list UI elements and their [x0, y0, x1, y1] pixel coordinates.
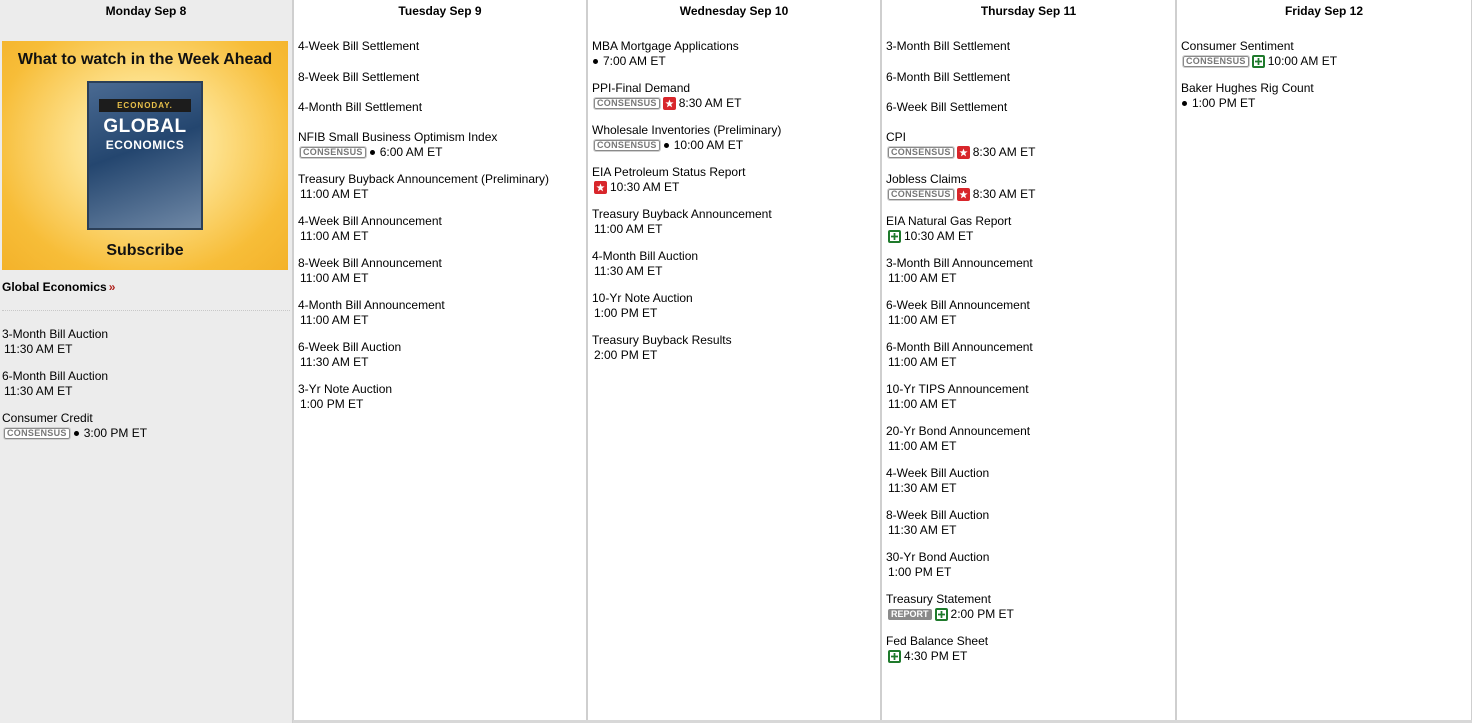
event-item[interactable] [298, 100, 582, 115]
event-time: 11:00 AM ET [888, 397, 957, 411]
event-time: 1:00 PM ET [1192, 96, 1256, 110]
event-time: 4:30 PM ET [904, 649, 968, 663]
event-name[interactable]: 4-Month Bill Settlement [298, 100, 423, 114]
event-item[interactable] [592, 333, 876, 363]
event-name[interactable]: Wholesale Inventories (Preliminary) [592, 123, 782, 137]
event-item[interactable] [886, 256, 1171, 286]
global-economics-cover-image [87, 81, 203, 230]
event-name[interactable]: EIA Natural Gas Report [886, 214, 1012, 228]
event-name[interactable]: 3-Month Bill Announcement [886, 256, 1033, 270]
event-time: 8:30 AM ET [972, 145, 1036, 159]
event-item[interactable] [298, 256, 582, 286]
event-name[interactable]: 20-Yr Bond Announcement [886, 424, 1031, 438]
event-name[interactable]: 4-Month Bill Auction [592, 249, 699, 263]
event-name[interactable]: 4-Week Bill Announcement [298, 214, 442, 228]
event-name[interactable]: 10-Yr TIPS Announcement [886, 382, 1029, 396]
global-economics-label[interactable]: Global Economics [2, 280, 107, 294]
global-economics-link[interactable] [2, 280, 290, 311]
event-name[interactable]: PPI-Final Demand [592, 81, 691, 95]
event-item[interactable] [886, 130, 1171, 160]
day-column-thursday [881, 0, 1176, 723]
event-name[interactable]: Baker Hughes Rig Count [1181, 81, 1314, 95]
event-name[interactable]: Consumer Credit [2, 411, 93, 425]
consensus-badge[interactable]: CONSENSUS [300, 147, 366, 158]
double-chevron-icon: » [108, 280, 116, 294]
plus-icon [1252, 55, 1265, 68]
event-item[interactable] [886, 466, 1171, 496]
event-item[interactable] [886, 508, 1171, 538]
event-time: 11:30 AM ET [888, 481, 957, 495]
event-item[interactable] [886, 100, 1171, 115]
day-column-monday [0, 0, 293, 723]
event-time: 8:30 AM ET [972, 187, 1036, 201]
event-name[interactable]: 6-Month Bill Announcement [886, 340, 1033, 354]
event-name[interactable]: CPI [886, 130, 907, 144]
event-item[interactable] [2, 327, 290, 357]
cover-title-line2: ECONOMICS [105, 138, 185, 152]
event-name[interactable]: Treasury Buyback Announcement (Preliminary) [298, 172, 549, 186]
event-name[interactable]: 10-Yr Note Auction [592, 291, 693, 305]
event-name[interactable]: 6-Month Bill Settlement [886, 70, 1011, 84]
consensus-badge[interactable]: CONSENSUS [888, 147, 954, 158]
event-item[interactable] [886, 172, 1171, 202]
star-icon [594, 181, 607, 194]
event-name[interactable]: Jobless Claims [886, 172, 967, 186]
subscribe-link[interactable]: Subscribe [106, 242, 184, 259]
event-item[interactable] [1181, 39, 1467, 69]
consensus-badge[interactable]: CONSENSUS [1183, 56, 1249, 67]
event-name[interactable]: 6-Week Bill Announcement [886, 298, 1030, 312]
event-item[interactable] [592, 249, 876, 279]
week-ahead-promo[interactable] [2, 41, 288, 270]
star-icon [957, 146, 970, 159]
event-item[interactable] [886, 424, 1171, 454]
event-time: 11:30 AM ET [300, 355, 369, 369]
bullet-dot-icon [370, 150, 375, 155]
day-header-tuesday: Tuesday Sep 9 [398, 4, 482, 18]
event-time: 11:30 AM ET [888, 523, 957, 537]
bullet-dot-icon [1182, 101, 1187, 106]
event-time: 11:30 AM ET [4, 384, 73, 398]
day-header-wednesday: Wednesday Sep 10 [679, 4, 789, 18]
event-item[interactable] [592, 123, 876, 153]
event-name[interactable]: 3-Yr Note Auction [298, 382, 393, 396]
event-item[interactable] [592, 207, 876, 237]
event-time: 7:00 AM ET [603, 54, 666, 68]
event-time: 11:00 AM ET [300, 187, 369, 201]
star-icon [957, 188, 970, 201]
event-item[interactable] [886, 340, 1171, 370]
event-item[interactable] [298, 382, 582, 412]
event-item[interactable] [886, 70, 1171, 85]
event-item[interactable] [886, 550, 1171, 580]
event-item[interactable] [886, 298, 1171, 328]
event-item[interactable] [592, 39, 876, 69]
event-time: 3:00 PM ET [83, 426, 148, 440]
event-time: 11:00 AM ET [888, 439, 957, 453]
event-name[interactable]: Treasury Statement [886, 592, 991, 606]
event-item[interactable] [298, 214, 582, 244]
event-name[interactable]: MBA Mortgage Applications [592, 39, 739, 53]
bullet-dot-icon [74, 431, 79, 436]
event-item[interactable] [298, 298, 582, 328]
event-name[interactable]: 6-Week Bill Settlement [886, 100, 1008, 114]
report-badge[interactable]: REPORT [888, 609, 932, 620]
event-time: 11:00 AM ET [300, 229, 369, 243]
plus-icon [888, 650, 901, 663]
event-item[interactable] [298, 70, 582, 85]
event-item[interactable] [592, 291, 876, 321]
promo-title: What to watch in the Week Ahead [17, 51, 273, 68]
consensus-badge[interactable]: CONSENSUS [888, 189, 954, 200]
event-item[interactable] [886, 214, 1171, 244]
event-item[interactable] [592, 165, 876, 195]
event-name[interactable]: 3-Month Bill Auction [2, 327, 109, 341]
event-item[interactable] [298, 39, 582, 54]
event-name[interactable]: EIA Petroleum Status Report [592, 165, 746, 179]
event-time: 11:00 AM ET [300, 271, 369, 285]
event-name[interactable]: 30-Yr Bond Auction [886, 550, 990, 564]
event-name[interactable]: NFIB Small Business Optimism Index [298, 130, 498, 144]
event-name[interactable]: Treasury Buyback Results [592, 333, 732, 347]
event-time: 10:30 AM ET [904, 229, 974, 243]
bullet-dot-icon [593, 59, 598, 64]
event-item[interactable] [592, 81, 876, 111]
event-time: 11:00 AM ET [888, 313, 957, 327]
event-item[interactable] [2, 369, 290, 399]
day-column-tuesday [293, 0, 587, 723]
event-time: 6:00 AM ET [379, 145, 443, 159]
event-item[interactable] [298, 340, 582, 370]
event-time: 11:00 AM ET [300, 313, 369, 327]
event-item[interactable] [886, 39, 1171, 54]
event-time: 11:00 AM ET [594, 222, 663, 236]
event-name[interactable]: 8-Week Bill Announcement [298, 256, 442, 270]
event-time: 11:00 AM ET [888, 271, 957, 285]
event-name[interactable]: 6-Week Bill Auction [298, 340, 402, 354]
consensus-badge[interactable]: CONSENSUS [594, 140, 660, 151]
event-time: 2:00 PM ET [594, 348, 658, 362]
event-name[interactable]: Treasury Buyback Announcement [592, 207, 772, 221]
event-name[interactable]: Consumer Sentiment [1181, 39, 1294, 53]
day-header-monday: Monday Sep 8 [105, 4, 187, 18]
plus-icon [935, 608, 948, 621]
consensus-badge[interactable]: CONSENSUS [594, 98, 660, 109]
star-icon [663, 97, 676, 110]
event-time: 1:00 PM ET [300, 397, 364, 411]
event-name[interactable]: 8-Week Bill Settlement [298, 70, 420, 84]
event-time: 8:30 AM ET [678, 96, 742, 110]
event-name[interactable]: 4-Week Bill Auction [886, 466, 990, 480]
event-item[interactable] [298, 130, 582, 160]
event-item[interactable] [2, 411, 290, 441]
plus-icon [888, 230, 901, 243]
event-item[interactable] [886, 634, 1171, 664]
event-time: 11:30 AM ET [594, 264, 663, 278]
event-name[interactable]: 4-Month Bill Announcement [298, 298, 445, 312]
day-column-friday [1176, 0, 1472, 723]
day-header-thursday: Thursday Sep 11 [980, 4, 1077, 18]
event-time: 10:00 AM ET [1267, 54, 1338, 68]
event-name[interactable]: 6-Month Bill Auction [2, 369, 109, 383]
event-item[interactable] [1181, 81, 1467, 111]
event-item[interactable] [298, 172, 582, 202]
event-time: 11:00 AM ET [888, 355, 957, 369]
event-name[interactable]: Fed Balance Sheet [886, 634, 989, 648]
event-time: 11:30 AM ET [4, 342, 73, 356]
event-time: 10:00 AM ET [673, 138, 744, 152]
event-name[interactable]: 8-Week Bill Auction [886, 508, 990, 522]
event-time: 1:00 PM ET [888, 565, 952, 579]
event-item[interactable] [886, 382, 1171, 412]
event-item[interactable] [886, 592, 1171, 622]
econoday-logo: ECONODAY. [99, 99, 191, 112]
event-time: 2:00 PM ET [950, 607, 1014, 621]
cover-title-line1: GLOBAL [103, 116, 187, 137]
bullet-dot-icon [664, 143, 669, 148]
consensus-badge[interactable]: CONSENSUS [4, 428, 70, 439]
event-time: 1:00 PM ET [594, 306, 658, 320]
day-column-wednesday [587, 0, 881, 723]
day-header-friday: Friday Sep 12 [1284, 4, 1364, 18]
event-name[interactable]: 4-Week Bill Settlement [298, 39, 420, 53]
event-time: 10:30 AM ET [610, 180, 680, 194]
event-name[interactable]: 3-Month Bill Settlement [886, 39, 1011, 53]
